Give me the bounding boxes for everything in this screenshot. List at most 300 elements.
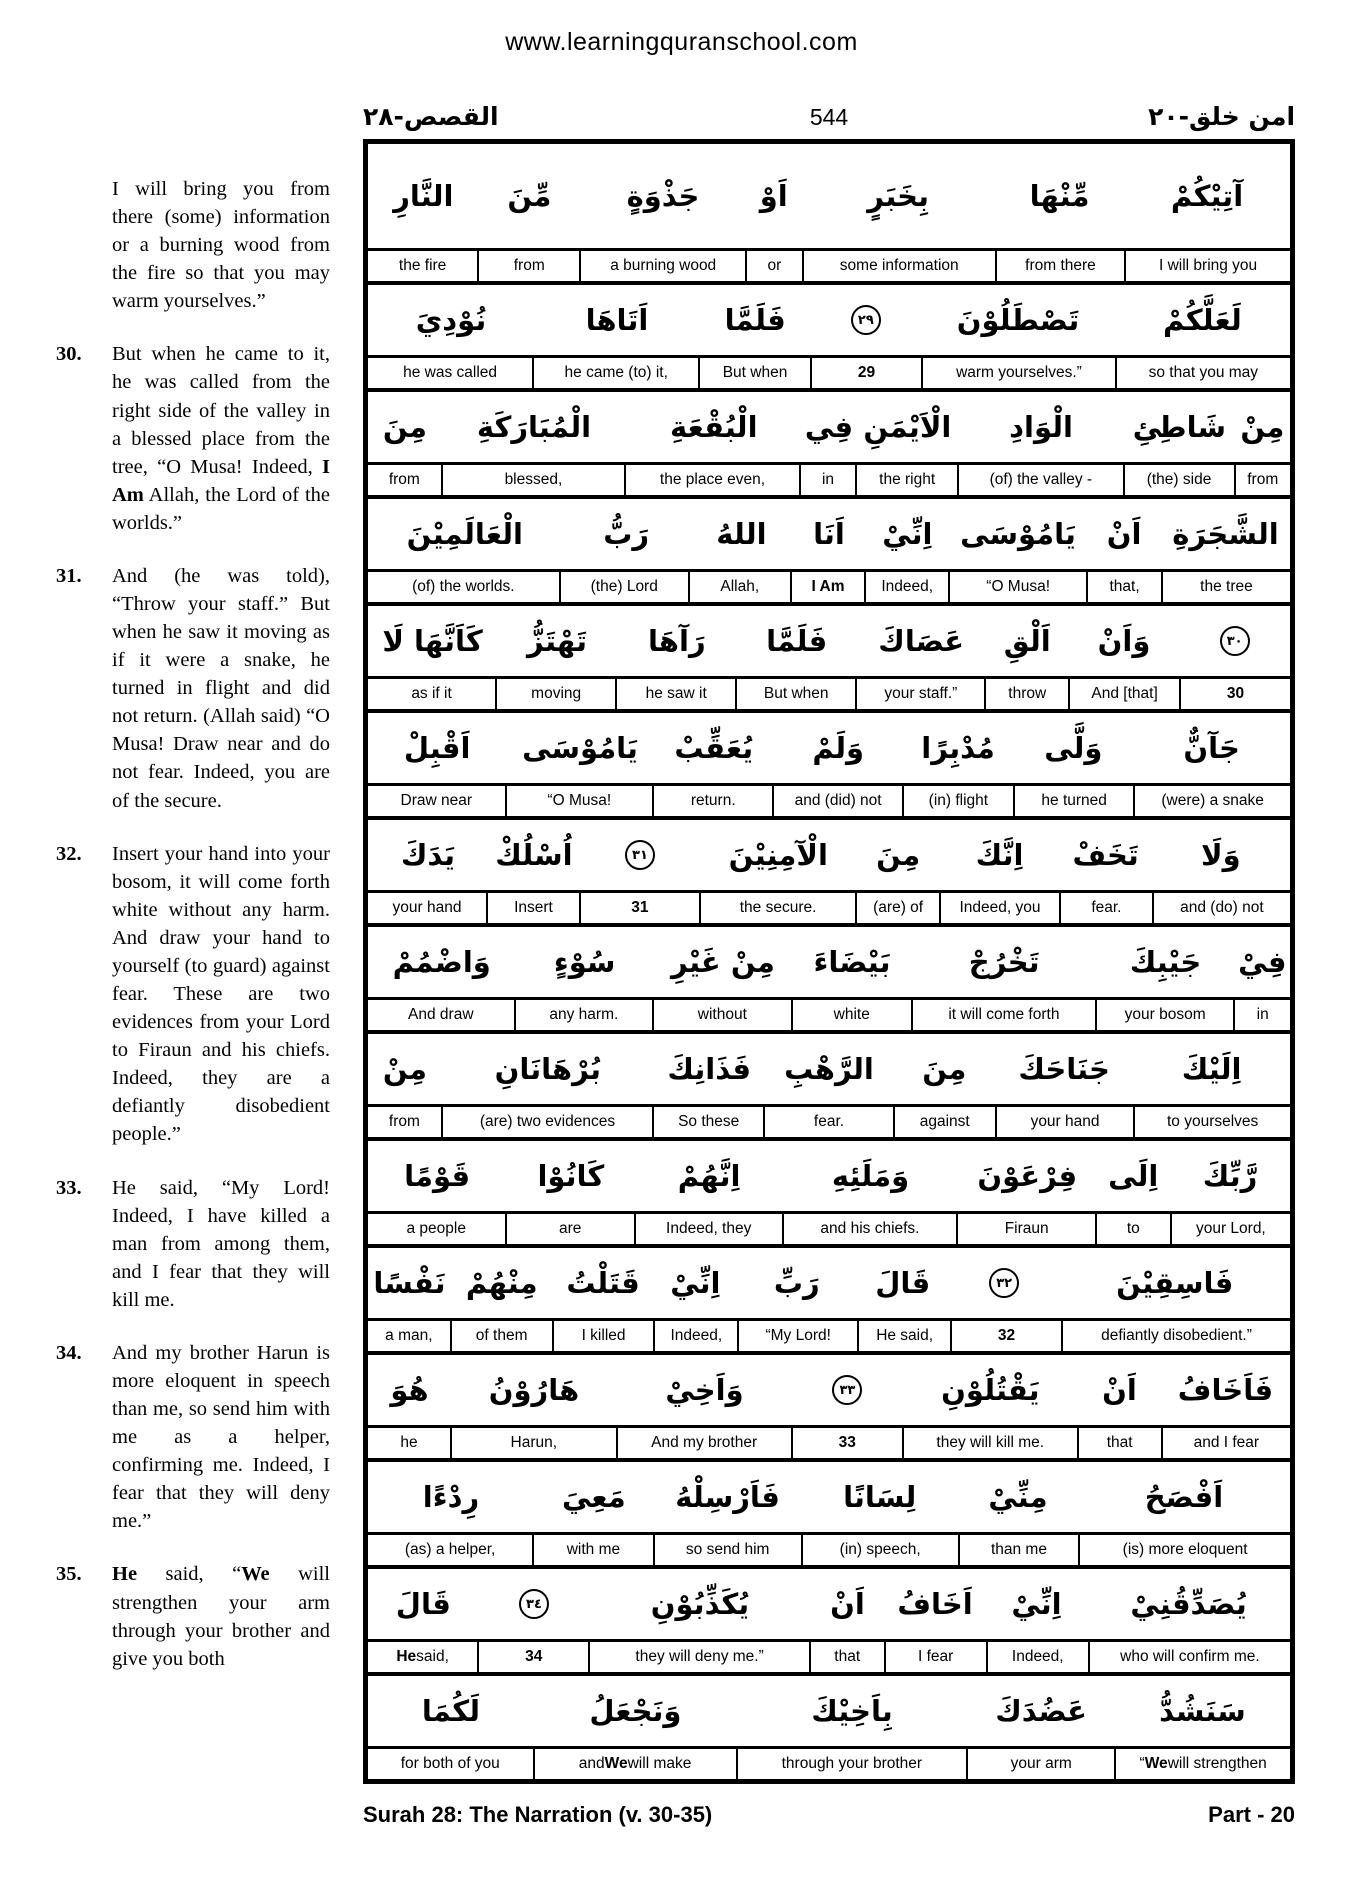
- arabic-word-cell: [746, 179, 801, 213]
- verse-end-marker: ٣٤: [519, 1589, 549, 1619]
- arabic-word-cell: [903, 1373, 1078, 1407]
- translation-cell: and (do) not: [1180, 899, 1264, 916]
- translation-row: [368, 890, 1290, 923]
- translation-cell: he came (to) it,: [534, 358, 700, 388]
- arabic-word-cell: [801, 1480, 958, 1514]
- arabic-word: تَخَفْ: [1072, 838, 1139, 872]
- translation-cell: or: [747, 251, 804, 281]
- verse-number: 31.: [56, 564, 82, 587]
- translation-row: [368, 355, 1290, 388]
- verse-end-marker: ٣٠: [1220, 626, 1250, 656]
- translation-cell: (of) the worlds.: [368, 572, 561, 602]
- arabic-text-row: [368, 1034, 1290, 1104]
- arabic-word: اِنِّيْ: [1011, 1587, 1062, 1621]
- translation-cell: I Am: [792, 572, 867, 602]
- translation-cell: from: [368, 1107, 443, 1137]
- arabic-word: شَاطِئِ: [1132, 410, 1227, 444]
- arabic-word-cell: [368, 945, 516, 979]
- arabic-text-row: [368, 285, 1290, 355]
- arabic-word-cell: [921, 303, 1115, 337]
- page-content: [0, 57, 1363, 1784]
- juz-name-arabic: امن خلق-٢٠: [1148, 102, 1296, 131]
- translation-cell: through your brother: [738, 1749, 969, 1779]
- arabic-word: اِلَى: [1108, 1159, 1159, 1193]
- translation-cell: any harm.: [516, 1000, 655, 1030]
- translation-cell: (in) speech,: [803, 1535, 960, 1565]
- translation-cell: your hand: [368, 893, 488, 923]
- arabic-word: الشَّجَرَةِ: [1172, 517, 1279, 551]
- verse-text: I will bring you from there (some) information or a burning wood from the fire so that you may warm yourselves.”: [112, 178, 330, 313]
- verse-paragraph: [56, 340, 330, 537]
- translation-row: [368, 1639, 1290, 1672]
- translation-cell: (are) of: [857, 893, 941, 923]
- translation-cell: so that you may: [1148, 364, 1259, 381]
- arabic-word-cell: [368, 303, 534, 337]
- verse-end-marker: ٣٣: [832, 1375, 862, 1405]
- arabic-word: مِنَ: [382, 410, 427, 444]
- arabic-word-cell: [589, 1587, 810, 1621]
- verse-paragraph: [56, 1339, 330, 1536]
- arabic-word: يَدَكَ: [400, 838, 456, 872]
- arabic-word-cell: [958, 410, 1124, 444]
- verse-text: And my brother Harun is more eloquent in speech than me, so send him with me as a helper, confirming me. Indeed, I fear that they will deny me.”: [112, 1341, 330, 1533]
- arabic-word: سُوْءٍ: [553, 945, 616, 979]
- arabic-word-cell: [884, 1587, 985, 1621]
- arabic-word: اَتَاهَا: [585, 303, 649, 337]
- translation-cell: and his chiefs.: [784, 1214, 959, 1244]
- arabic-word-cell: [368, 624, 497, 658]
- arabic-word: اَنْ: [1106, 517, 1142, 551]
- quran-row-block: [368, 144, 1290, 285]
- arabic-word-cell: [368, 1480, 534, 1514]
- arabic-word-cell: [940, 838, 1060, 872]
- translation-cell: your hand: [997, 1107, 1136, 1137]
- arabic-word-cell: [654, 1052, 765, 1086]
- arabic-word: اَنْ: [830, 1587, 865, 1621]
- arabic-word: يُكَذِّبُوْنِ: [650, 1587, 750, 1621]
- translation-cell: he turned: [1015, 786, 1135, 816]
- arabic-word-cell: [617, 624, 737, 658]
- arabic-word: يُعَقِّبْ: [674, 731, 754, 765]
- translation-cell: in: [1256, 1006, 1269, 1023]
- arabic-word: يَامُوْسَى: [522, 731, 638, 765]
- arabic-word-cell: [654, 1266, 737, 1300]
- translation-cell: your arm: [968, 1749, 1116, 1779]
- arabic-word-cell: [368, 838, 488, 872]
- quran-row-block: [368, 499, 1290, 606]
- site-url: www.learningquranschool.com: [505, 28, 858, 56]
- translation-cell: a burning wood: [581, 251, 747, 281]
- arabic-word-cell: [534, 1694, 737, 1728]
- arabic-word-cell: [368, 1159, 506, 1193]
- arabic-word-cell: [1069, 624, 1180, 658]
- arabic-word-cell: [774, 731, 903, 765]
- quran-row-block: [368, 820, 1290, 927]
- translation-cell: he saw it: [617, 679, 737, 709]
- quran-row-block: [368, 1676, 1290, 1779]
- translation-cell: I fear: [886, 1642, 988, 1672]
- arabic-word: الرَّهْبِ: [784, 1052, 874, 1086]
- translation-row: [368, 1746, 1290, 1779]
- arabic-word: اَنْ: [1102, 1373, 1137, 1407]
- translation-row: [368, 248, 1290, 281]
- arabic-word: اَقْبِلْ: [403, 731, 471, 765]
- arabic-word: اِنَّكَ: [975, 838, 1024, 872]
- arabic-word-cell: [783, 1159, 958, 1193]
- arabic-word: بَيْضَاءَ: [813, 945, 891, 979]
- arabic-word: الْبُقْعَةِ: [670, 410, 758, 444]
- translation-row: [368, 569, 1290, 602]
- arabic-word: النَّارِ: [393, 179, 454, 213]
- verse-text: But when he came to it, he was called from the right side of the valley in a blessed place from the tree, “O Musa! Indeed, I Am Allah, the Lord of the worlds.”: [112, 343, 330, 534]
- arabic-word-cell: [737, 624, 857, 658]
- arabic-word-cell: [1060, 838, 1152, 872]
- main-column: [363, 57, 1295, 1784]
- translation-row: [368, 1532, 1290, 1565]
- arabic-word-cell: [1060, 1266, 1291, 1300]
- arabic-word-cell: [737, 1694, 968, 1728]
- arabic-word-cell: [700, 838, 857, 872]
- arabic-word-cell: [1078, 1480, 1290, 1514]
- translation-row: [368, 462, 1290, 495]
- translation-cell: who will confirm me.: [1120, 1648, 1260, 1665]
- arabic-word: قَالَ: [875, 1266, 931, 1300]
- arabic-word: لِسَانًا: [843, 1480, 917, 1514]
- arabic-word-cell: [1161, 517, 1290, 551]
- arabic-word-cell: [1115, 303, 1290, 337]
- arabic-word: تَصْطَلُوْنَ: [956, 303, 1080, 337]
- arabic-word-cell: [442, 410, 626, 444]
- arabic-word: يُصَدِّقُنِيْ: [1130, 1587, 1247, 1621]
- arabic-word: اَلْقِ: [1003, 624, 1051, 658]
- arabic-word: اَنَا: [813, 517, 845, 551]
- arabic-word: رَآهَا: [648, 624, 706, 658]
- verse-number: 35.: [56, 1563, 82, 1586]
- arabic-word-cell: [368, 1373, 451, 1407]
- arabic-word-cell: [1152, 838, 1290, 872]
- arabic-word: بِخَبَرٍ: [867, 179, 929, 213]
- arabic-word-cell: [958, 1159, 1096, 1193]
- arabic-word-cell: [580, 179, 746, 213]
- quran-row-block: [368, 606, 1290, 713]
- arabic-word-cell: [792, 1375, 903, 1405]
- arabic-word-cell: [617, 1373, 792, 1407]
- arabic-word-cell: [967, 1694, 1115, 1728]
- arabic-word-cell: [1124, 410, 1235, 444]
- quran-row-block: [368, 713, 1290, 820]
- arabic-word: فِي: [804, 410, 854, 444]
- translation-cell: Indeed,: [655, 1321, 739, 1351]
- arabic-word-cell: [792, 517, 866, 551]
- translation-cell: from: [368, 465, 443, 495]
- arabic-word-cell: [635, 1159, 783, 1193]
- arabic-word-cell: [562, 517, 691, 551]
- arabic-word: وَاَخِيْ: [665, 1373, 744, 1407]
- verse-number-cell: 30: [1226, 685, 1245, 702]
- translation-cell: in: [801, 465, 857, 495]
- quran-row-block: [368, 392, 1290, 499]
- translation-cell: Insert: [488, 893, 581, 923]
- translation-cell: from there: [997, 251, 1126, 281]
- translation-cell: to yourselves: [1166, 1113, 1259, 1130]
- arabic-word-cell: [857, 1266, 949, 1300]
- arabic-word: نَفْسًا: [373, 1266, 446, 1300]
- arabic-word: جَنَاحَكَ: [1018, 1052, 1110, 1086]
- arabic-word: مِنِّيْ: [988, 1480, 1048, 1514]
- translation-cell: Indeed,: [988, 1642, 1090, 1672]
- arabic-word-cell: [1179, 626, 1290, 656]
- translation-cell: But when: [737, 679, 857, 709]
- arabic-word: وَاضْمُمْ: [392, 945, 491, 979]
- translation-cell: (are) two evidences: [443, 1107, 654, 1137]
- footer-surah-label: Surah 28: The Narration (v. 30-35): [363, 1802, 713, 1827]
- arabic-word: قَتَلْتُ: [566, 1266, 640, 1300]
- arabic-word-cell: [949, 517, 1087, 551]
- arabic-word: لَعَلَّكُمْ: [1163, 303, 1242, 337]
- translation-cell: for both of you: [368, 1749, 535, 1779]
- arabic-word-cell: [792, 945, 912, 979]
- arabic-word-cell: [1013, 731, 1133, 765]
- arabic-text-row: [368, 1248, 1290, 1318]
- arabic-text-row: [368, 499, 1290, 569]
- verse-number: 30.: [56, 343, 82, 366]
- translation-cell: with me: [534, 1535, 655, 1565]
- translation-cell: some information: [804, 251, 997, 281]
- translation-cell: than me: [960, 1535, 1081, 1565]
- translation-cell: throw: [986, 679, 1070, 709]
- arabic-word: اِنَّهُمْ: [677, 1159, 741, 1193]
- arabic-word: اِنِّيْ: [882, 517, 933, 551]
- arabic-word: وَمَلَئِهِ: [831, 1159, 910, 1193]
- arabic-word-cell: [912, 945, 1096, 979]
- translation-cell: warm yourselves.”: [923, 358, 1117, 388]
- quran-row-block: [368, 1569, 1290, 1676]
- arabic-word: الْمُبَارَكَةِ: [476, 410, 592, 444]
- translation-cell: (as) a helper,: [368, 1535, 534, 1565]
- translation-cell: the place even,: [626, 465, 801, 495]
- arabic-word-cell: [534, 303, 700, 337]
- page-footer: [363, 1802, 1295, 1828]
- translation-cell: I killed: [554, 1321, 656, 1351]
- arabic-text-row: [368, 606, 1290, 676]
- arabic-word: سَنَشُدُّ: [1159, 1694, 1246, 1728]
- arabic-word-cell: [995, 179, 1124, 213]
- arabic-word-cell: [737, 1266, 857, 1300]
- arabic-word: وَلَا: [1201, 838, 1241, 872]
- translation-row: [368, 1318, 1290, 1351]
- arabic-word: جَآنٌّ: [1183, 731, 1240, 765]
- arabic-word-cell: [894, 1052, 995, 1086]
- arabic-word-cell: [1087, 517, 1161, 551]
- arabic-word-cell: [801, 179, 995, 213]
- arabic-word-cell: [1124, 179, 1290, 213]
- translation-cell: (in) flight: [904, 786, 1015, 816]
- translation-cell: that: [1079, 1428, 1163, 1458]
- verse-paragraph: [56, 1560, 330, 1672]
- quran-row-block: [368, 1462, 1290, 1569]
- arabic-word: بِاَخِيْكَ: [811, 1694, 893, 1728]
- arabic-word-cell: [368, 1052, 442, 1086]
- translation-cell: it will come forth: [913, 1000, 1097, 1030]
- arabic-word-cell: [1235, 945, 1290, 979]
- arabic-word-cell: [1133, 731, 1290, 765]
- translation-cell: Indeed, you: [941, 893, 1061, 923]
- arabic-word: هَارُوْنُ: [488, 1373, 580, 1407]
- translation-row: [368, 783, 1290, 816]
- arabic-word: اللهُ: [716, 517, 767, 551]
- verse-paragraph: [56, 175, 330, 315]
- arabic-word-cell: [506, 731, 654, 765]
- arabic-word-cell: [1115, 1694, 1290, 1728]
- arabic-word: مِنْهُمْ: [465, 1266, 538, 1300]
- arabic-word: مِنَ: [922, 1052, 967, 1086]
- arabic-word-cell: [368, 1694, 534, 1728]
- arabic-word: الْوَادِ: [1009, 410, 1073, 444]
- translation-cell: without: [654, 1000, 793, 1030]
- translation-cell: “O Musa!: [950, 572, 1088, 602]
- arabic-word-cell: [654, 1480, 802, 1514]
- arabic-word: جَيْبِكَ: [1129, 945, 1202, 979]
- quran-row-block: [368, 1034, 1290, 1141]
- arabic-word: مِّنْهَا: [1029, 179, 1090, 213]
- arabic-word: آتِيْكُمْ: [1170, 179, 1244, 213]
- arabic-word-cell: [949, 1268, 1060, 1298]
- arabic-word-cell: [801, 410, 856, 444]
- translation-cell: to: [1097, 1214, 1172, 1244]
- translation-cell: are: [507, 1214, 636, 1244]
- arabic-word-cell: [986, 624, 1069, 658]
- arabic-word: اِلَيْكَ: [1181, 1052, 1242, 1086]
- translation-row: [368, 676, 1290, 709]
- arabic-word-cell: [368, 1587, 479, 1621]
- arabic-word-cell: [552, 1266, 653, 1300]
- arabic-word: رِدْءًا: [422, 1480, 480, 1514]
- arabic-word-cell: [1235, 410, 1290, 444]
- arabic-word-cell: [1078, 1373, 1161, 1407]
- translation-cell: as if it: [368, 679, 497, 709]
- arabic-word: لَكُمَا: [421, 1694, 481, 1728]
- translation-cell: the tree: [1200, 578, 1253, 595]
- arabic-word-cell: [903, 731, 1014, 765]
- verse-text: And (he was told), “Throw your staff.” But when he saw it moving as if it were a snake, he turned in flight and did not return. (Allah said) “O Musa! Draw near and do not fear. Indeed, you are of the secure.: [112, 564, 330, 812]
- arabic-word: الْآمِنِيْنَ: [728, 838, 828, 872]
- translation-cell: (of) the valley -: [959, 465, 1124, 495]
- arabic-word-cell: [368, 179, 479, 213]
- arabic-word: بُرْهَانَانِ: [494, 1052, 602, 1086]
- translation-cell: the secure.: [701, 893, 857, 923]
- verse-number-cell: 32: [952, 1321, 1063, 1351]
- verse-text: He said, “My Lord! Indeed, I have killed a man from among them, and I fear that they will kill me.: [112, 1176, 330, 1311]
- translation-cell: I will bring you: [1158, 257, 1258, 274]
- translation-cell: from: [479, 251, 581, 281]
- arabic-word: فِرْعَوْنَ: [977, 1159, 1078, 1193]
- arabic-word: اِنِّيْ: [670, 1266, 721, 1300]
- verse-paragraph: [56, 562, 330, 815]
- translation-row: [368, 1104, 1290, 1137]
- arabic-word: مِنَ: [876, 838, 921, 872]
- arabic-word: مِنْ غَيْرِ: [671, 945, 775, 979]
- arabic-word: عَضُدَكَ: [995, 1694, 1087, 1728]
- arabic-word: فَاَرْسِلْهُ: [675, 1480, 780, 1514]
- translation-cell: from: [1247, 471, 1279, 488]
- arabic-word-cell: [1133, 1052, 1290, 1086]
- arabic-word-cell: [654, 945, 792, 979]
- footer-part-label: Part - 20: [1208, 1802, 1295, 1827]
- translation-cell: so send him: [655, 1535, 803, 1565]
- translation-cell: your Lord,: [1195, 1220, 1266, 1237]
- arabic-word: فِيْ: [1238, 945, 1287, 979]
- translation-cell: fear.: [765, 1107, 894, 1137]
- arabic-word-cell: [857, 838, 940, 872]
- arabic-word: نُوْدِيَ: [415, 303, 487, 337]
- arabic-word: اَخَافُ: [897, 1587, 973, 1621]
- quran-row-block: [368, 1355, 1290, 1462]
- surah-name-arabic: القصص-٢٨: [363, 102, 499, 131]
- arabic-word: مِنْ: [1240, 410, 1285, 444]
- quran-row-block: [368, 1141, 1290, 1248]
- arabic-word: وَلَمْ: [812, 731, 865, 765]
- arabic-word-cell: [764, 1052, 893, 1086]
- arabic-word-cell: [811, 305, 922, 335]
- verse-number: 33.: [56, 1176, 82, 1199]
- arabic-word-cell: [700, 303, 811, 337]
- arabic-word: مَعِيَ: [562, 1480, 626, 1514]
- arabic-word-cell: [451, 1266, 552, 1300]
- translation-cell: Indeed, they: [636, 1214, 784, 1244]
- verse-number-cell: 34: [479, 1642, 590, 1672]
- arabic-word: هُوَ: [390, 1373, 429, 1407]
- arabic-text-row: [368, 820, 1290, 890]
- translation-cell: they will deny me.”: [590, 1642, 810, 1672]
- arabic-word: وَاَنْ: [1097, 624, 1151, 658]
- translation-cell: (the) Lord: [561, 572, 690, 602]
- arabic-word-cell: [691, 517, 792, 551]
- arabic-text-row: [368, 1141, 1290, 1211]
- verse-paragraph: [56, 1174, 330, 1314]
- translation-cell: return.: [654, 786, 774, 816]
- arabic-word-cell: [986, 1587, 1087, 1621]
- arabic-word-cell: [1170, 1159, 1290, 1193]
- translation-row: [368, 1425, 1290, 1458]
- translation-cell: “O Musa!: [507, 786, 655, 816]
- translation-cell: defiantly disobedient.”: [1101, 1327, 1252, 1344]
- translation-cell: He said,: [859, 1321, 952, 1351]
- arabic-word: مُدْبِرًا: [921, 731, 995, 765]
- translation-cell: and I fear: [1193, 1434, 1260, 1451]
- translation-cell: moving: [497, 679, 617, 709]
- translation-cell: against: [895, 1107, 997, 1137]
- translation-cell: “ We will strengthen: [1139, 1755, 1267, 1772]
- arabic-word: الْاَيْمَنِ: [863, 410, 952, 444]
- verse-paragraph: [56, 840, 330, 1149]
- translation-cell: the right: [857, 465, 959, 495]
- translation-cell: a people: [368, 1214, 507, 1244]
- translation-cell: they will kill me.: [904, 1428, 1079, 1458]
- translation-cell: Harun,: [452, 1428, 618, 1458]
- arabic-word: الْعَالَمِيْنَ: [406, 517, 523, 551]
- arabic-word: اَفْصَحُ: [1144, 1480, 1224, 1514]
- verse-text: He said, “We will strengthen your arm through your brother and give you both: [112, 1563, 330, 1670]
- translation-cell: white: [793, 1000, 913, 1030]
- arabic-text-row: [368, 1355, 1290, 1425]
- arabic-word-cell: [451, 1373, 617, 1407]
- translation-cell: that,: [1088, 572, 1163, 602]
- arabic-text-row: [368, 1569, 1290, 1639]
- arabic-word: مِّنَ: [507, 179, 552, 213]
- arabic-word: جَذْوَةٍ: [626, 179, 700, 213]
- arabic-word-cell: [506, 1159, 635, 1193]
- arabic-word-cell: [1087, 1587, 1290, 1621]
